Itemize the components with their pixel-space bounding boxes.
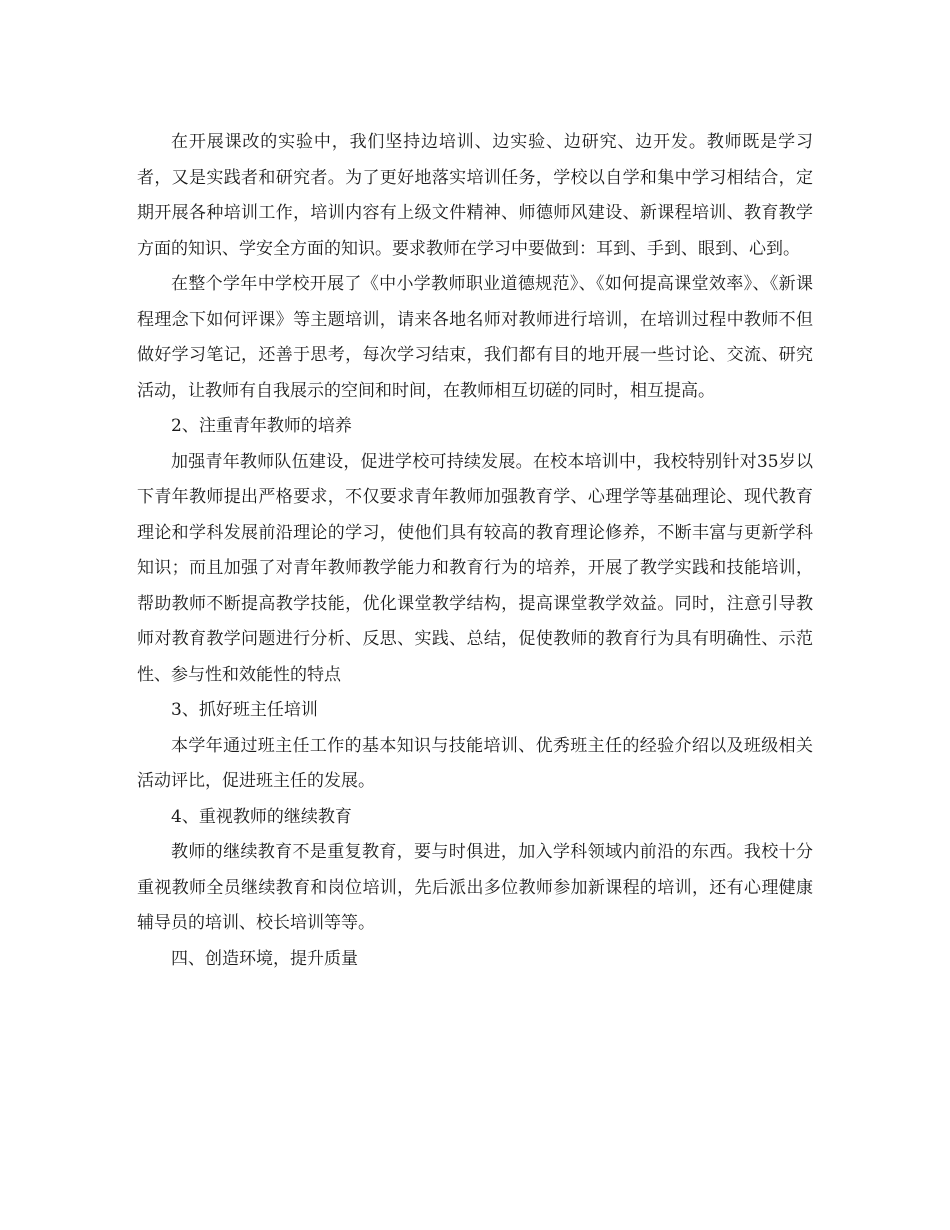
section-heading-class-teacher-training: 3、抓好班主任培训 — [171, 700, 318, 720]
section-heading-continuing-education: 4、重视教师的继续教育 — [171, 806, 352, 827]
paragraph-young-teachers: 加强青年教师队伍建设，促进学校可持续发展。在校本培训中，我校特别针对35岁以下青年教师提出严格要求，不仅要求青年教师加强教育学、心理学等基础理论、现代教育理论和学科发展前沿理论的学习，使他们具有较高的教育理论修养，不断丰富与更新学科知识；而且加强了对青年教师教学能力和教育行为的培养，开展了教学实践和技能培训，帮助教师不断提高教学技能，优化课堂教学结构，提高课堂教学效益。同时，注意引导教师对教育教学问题进行分析、反思、实践、总结，促使教师的教育行为具有明确性、示范性、参与性和效能性的特点 — [137, 451, 813, 685]
document-body — [137, 125, 813, 977]
section-heading-young-teachers: 2、注重青年教师的培养 — [171, 416, 352, 436]
paragraph-continuing-education: 教师的继续教育不是重复教育，要与时俱进，加入学科领域内前沿的东西。我校十分重视教师全员继续教育和岗位培训，先后派出多位教师参加新课程的培训，还有心理健康辅导员的培训、校长培训等等。 — [137, 842, 813, 933]
paragraph-training-approach: 在开展课改的实验中，我们坚持边培训、边实验、边研究、边开发。教师既是学习者，又是实践者和研究者。为了更好地落实培训任务，学校以自学和集中学习相结合，定期开展各种培训工作，培训内容有上级文件精神、师德师风建设、新课程培训、教育教学方面的知识、学安全方面的知识。要求教师在学习中要做到：耳到、手到、眼到、心到。 — [137, 132, 813, 259]
section-heading-environment-quality: 四、创造环境，提升质量 — [171, 948, 358, 969]
paragraph-class-teacher-training: 本学年通过班主任工作的基本知识与技能培训、优秀班主任的经验介绍以及班级相关活动评比，促进班主任的发展。 — [137, 735, 813, 791]
paragraph-theme-training: 在整个学年中学校开展了《中小学教师职业道德规范》、《如何提高课堂效率》、《新课程理念下如何评课》等主题培训，请来各地名师对教师进行培训，在培训过程中教师不但做好学习笔记，还善于思考，每次学习结束，我们都有目的地开展一些讨论、交流、研究活动，让教师有自我展示的空间和时间，在教师相互切磋的同时，相互提高。 — [137, 274, 813, 401]
